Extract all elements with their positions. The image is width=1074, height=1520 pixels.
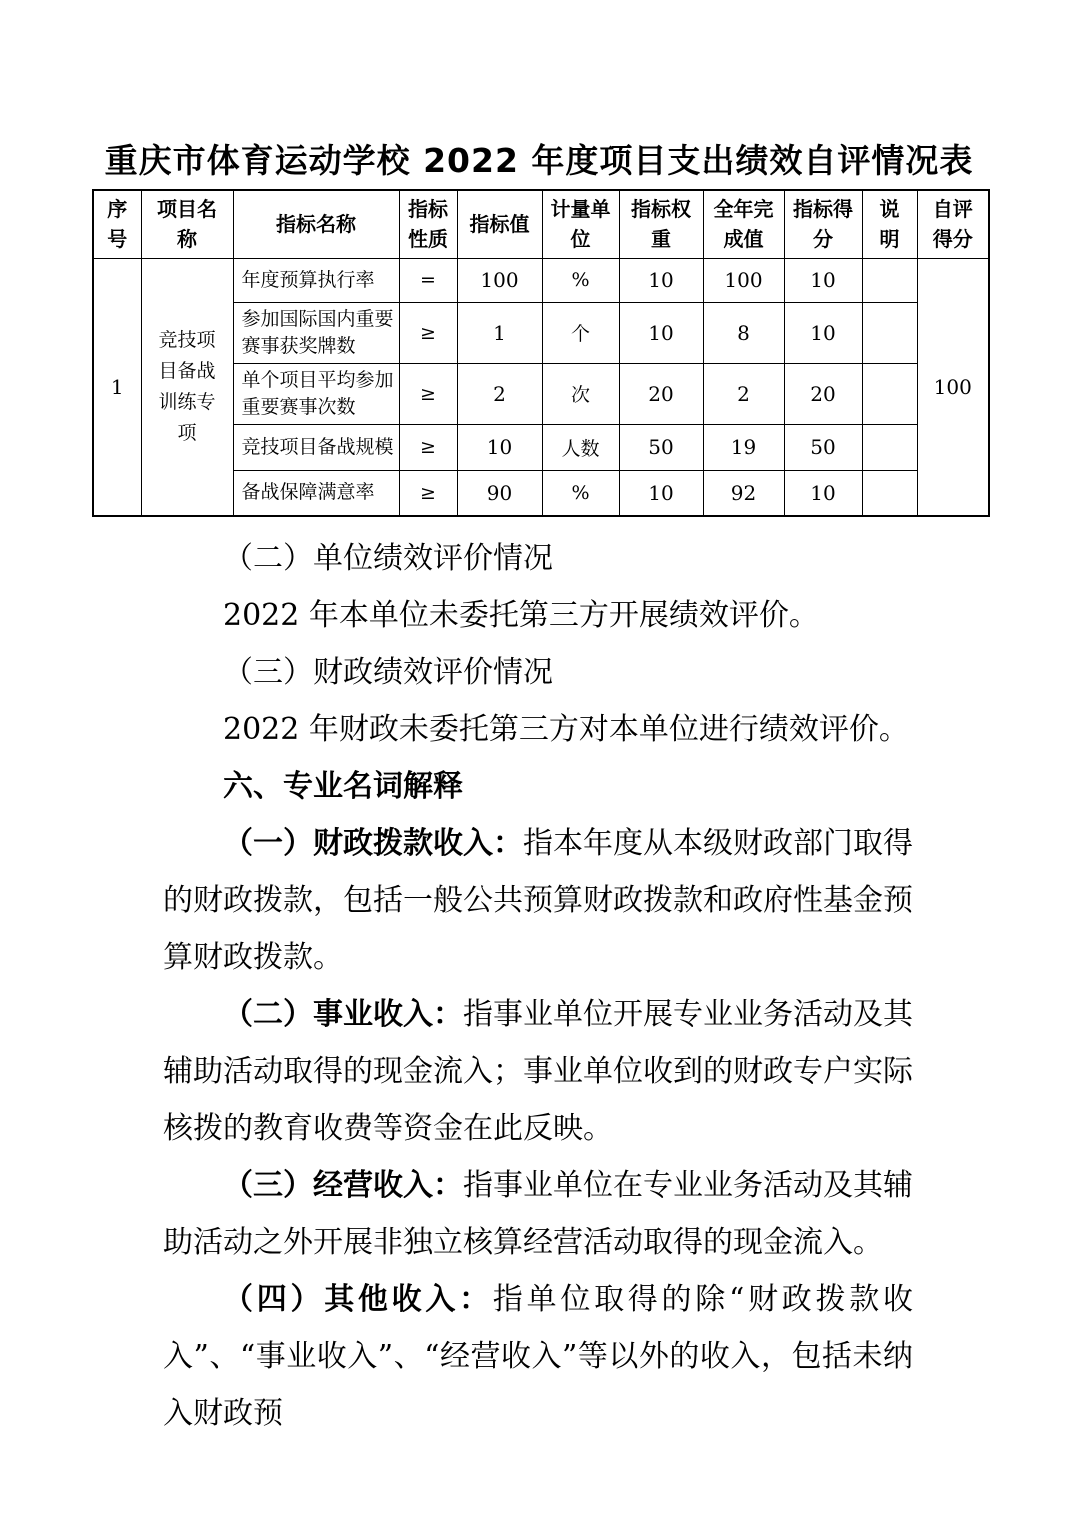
cell-indicator-nature: ≥ — [399, 470, 457, 516]
term-paragraph-operating-income — [163, 986, 913, 1157]
table-row — [93, 258, 989, 302]
cell-annual-completed: 2 — [703, 363, 784, 424]
cell-indicator-value: 90 — [457, 470, 542, 516]
col-header-annual-completed: 全年完 成值 — [703, 190, 784, 258]
cell-indicator-score: 50 — [784, 424, 862, 470]
cell-annual-completed: 92 — [703, 470, 784, 516]
col-header-unit: 计量单 位 — [542, 190, 619, 258]
cell-unit: 个 — [542, 302, 619, 363]
term-text: 指单位取得的除“财政拨款收入”、“事业收入”、“经营收入”等以外的收入，包括未纳入财政预 — [163, 1282, 914, 1431]
col-header-seq: 序 号 — [93, 190, 141, 258]
cell-weight: 10 — [619, 470, 703, 516]
cell-indicator-score: 10 — [784, 470, 862, 516]
term-paragraph-other-income — [163, 1271, 913, 1442]
cell-indicator-name: 年度预算执行率 — [233, 258, 399, 302]
cell-note — [862, 470, 917, 516]
cell-weight: 20 — [619, 363, 703, 424]
cell-note — [862, 424, 917, 470]
cell-indicator-nature: ≥ — [399, 424, 457, 470]
cell-self-score: 100 — [917, 258, 989, 516]
term-label: （三）经营收入： — [223, 1168, 463, 1203]
cell-unit: % — [542, 470, 619, 516]
cell-indicator-name: 参加国际国内重要赛事获奖牌数 — [233, 302, 399, 363]
cell-indicator-nature: = — [399, 258, 457, 302]
cell-indicator-value: 1 — [457, 302, 542, 363]
cell-indicator-value: 100 — [457, 258, 542, 302]
col-header-indicator-value: 指标值 — [457, 190, 542, 258]
term-paragraph-fiscal-appropriation-income — [163, 815, 913, 986]
cell-weight: 10 — [619, 302, 703, 363]
cell-indicator-score: 10 — [784, 258, 862, 302]
heading-terms-glossary: 六、专业名词解释 — [223, 769, 463, 804]
heading-unit-evaluation: （二）单位绩效评价情况 — [223, 541, 553, 576]
cell-indicator-score: 10 — [784, 302, 862, 363]
cell-seq: 1 — [93, 258, 141, 516]
paragraph-fiscal-evaluation: 2022 年财政未委托第三方对本单位进行绩效评价。 — [223, 712, 909, 747]
cell-indicator-name: 单个项目平均参加重要赛事次数 — [233, 363, 399, 424]
cell-indicator-name: 备战保障满意率 — [233, 470, 399, 516]
cell-unit: 次 — [542, 363, 619, 424]
cell-weight: 10 — [619, 258, 703, 302]
col-header-note: 说 明 — [862, 190, 917, 258]
term-text: 指本年度从本级财政部门取得的财政拨款，包括一般公共预算财政拨款和政府性基金预算财政拨款。 — [163, 826, 913, 975]
cell-note — [862, 302, 917, 363]
page-title: 重庆市体育运动学校 2022 年度项目支出绩效自评情况表 — [104, 141, 974, 180]
term-paragraph-business-income — [163, 1157, 913, 1271]
cell-indicator-value: 10 — [457, 424, 542, 470]
cell-unit: 人数 — [542, 424, 619, 470]
paragraph-unit-evaluation: 2022 年本单位未委托第三方开展绩效评价。 — [223, 598, 819, 633]
col-header-indicator-nature: 指标 性质 — [399, 190, 457, 258]
col-header-indicator-score: 指标得 分 — [784, 190, 862, 258]
col-header-project-name: 项目名 称 — [141, 190, 233, 258]
cell-project-name: 竞技项目备战训练专项 — [141, 258, 233, 516]
col-header-self-score: 自评 得分 — [917, 190, 989, 258]
cell-annual-completed: 8 — [703, 302, 784, 363]
table-header-row — [93, 190, 989, 258]
cell-annual-completed: 19 — [703, 424, 784, 470]
cell-indicator-nature: ≥ — [399, 302, 457, 363]
heading-fiscal-evaluation: （三）财政绩效评价情况 — [223, 655, 553, 690]
term-label: （一）财政拨款收入： — [223, 826, 523, 861]
term-text: 指事业单位在专业业务活动及其辅助活动之外开展非独立核算经营活动取得的现金流入。 — [163, 1168, 913, 1260]
term-label: （二）事业收入： — [223, 997, 463, 1032]
cell-note — [862, 258, 917, 302]
cell-indicator-name: 竞技项目备战规模 — [233, 424, 399, 470]
cell-note — [862, 363, 917, 424]
cell-weight: 50 — [619, 424, 703, 470]
term-text: 指事业单位开展专业业务活动及其辅助活动取得的现金流入；事业单位收到的财政专户实际核拨的教育收费等资金在此反映。 — [163, 997, 913, 1146]
body-text — [163, 530, 913, 1442]
term-label: （四）其他收入： — [223, 1282, 493, 1317]
col-header-weight: 指标权 重 — [619, 190, 703, 258]
col-header-indicator-name: 指标名称 — [233, 190, 399, 258]
cell-annual-completed: 100 — [703, 258, 784, 302]
cell-indicator-nature: ≥ — [399, 363, 457, 424]
cell-indicator-score: 20 — [784, 363, 862, 424]
cell-unit: % — [542, 258, 619, 302]
cell-indicator-value: 2 — [457, 363, 542, 424]
performance-self-evaluation-table — [92, 189, 990, 517]
